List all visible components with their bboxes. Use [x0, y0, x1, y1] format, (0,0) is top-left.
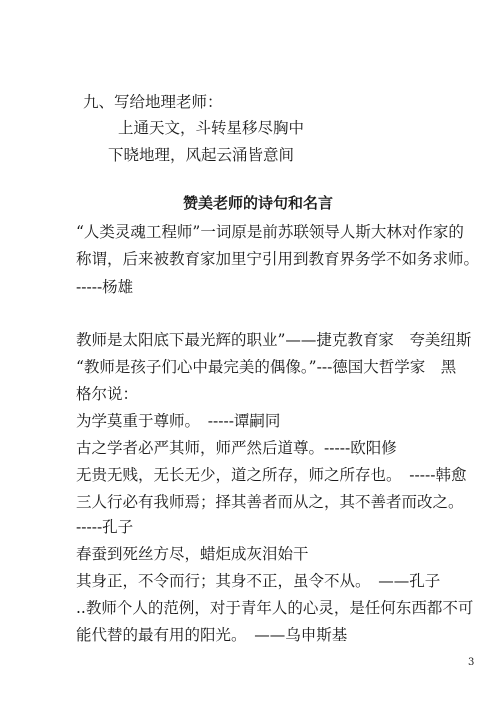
quote-line: 为学莫重于尊师。 -----谭嗣同	[76, 412, 281, 430]
quote-line: 教师是太阳底下最光辉的职业”——捷克教育家 夸美纽斯	[76, 331, 472, 349]
quote-line: ..教师个人的范例，对于青年人的心灵，是任何东西都不可	[76, 599, 474, 617]
quote-line: 其身正，不令而行；其身不正，虽令不从。 ——孔子	[76, 572, 441, 590]
quote-attribution: -----杨雄	[76, 278, 134, 296]
quote-line: 三人行必有我师焉；择其善者而从之，其不善者而改之。	[76, 493, 464, 511]
quote-line: 能代替的最有用的阳光。 ——乌申斯基	[76, 626, 348, 644]
quote-line: “人类灵魂工程师”一词原是前苏联领导人斯大林对作家的	[76, 223, 464, 241]
quote-attribution: -----孔子	[76, 518, 134, 536]
quote-line: 春蚕到死丝方尽，蜡炬成灰泪始干	[76, 545, 309, 563]
quote-line: 称谓，后来被教育家加里宁引用到教育界务学不如务求师。	[76, 250, 480, 268]
quote-line: 无贵无贱，无长无少，道之所存，师之所存也。 -----韩愈	[76, 466, 467, 484]
page-number: 3	[468, 657, 475, 668]
page-title: 赞美老师的诗句和名言	[183, 194, 334, 212]
section-heading: 九、写给地理老师：	[83, 93, 223, 111]
couplet-line-2: 下晓地理，风起云涌皆意间	[108, 146, 295, 164]
quote-line: 古之学者必严其师，师严然后道尊。-----欧阳修	[76, 439, 397, 457]
couplet-line-1: 上通天文，斗转星移尽胸中	[118, 119, 305, 137]
quote-line: “教师是孩子们心中最完美的偶像。”---德国大哲学家 黑	[76, 358, 457, 376]
quote-line: 格尔说：	[76, 385, 139, 403]
